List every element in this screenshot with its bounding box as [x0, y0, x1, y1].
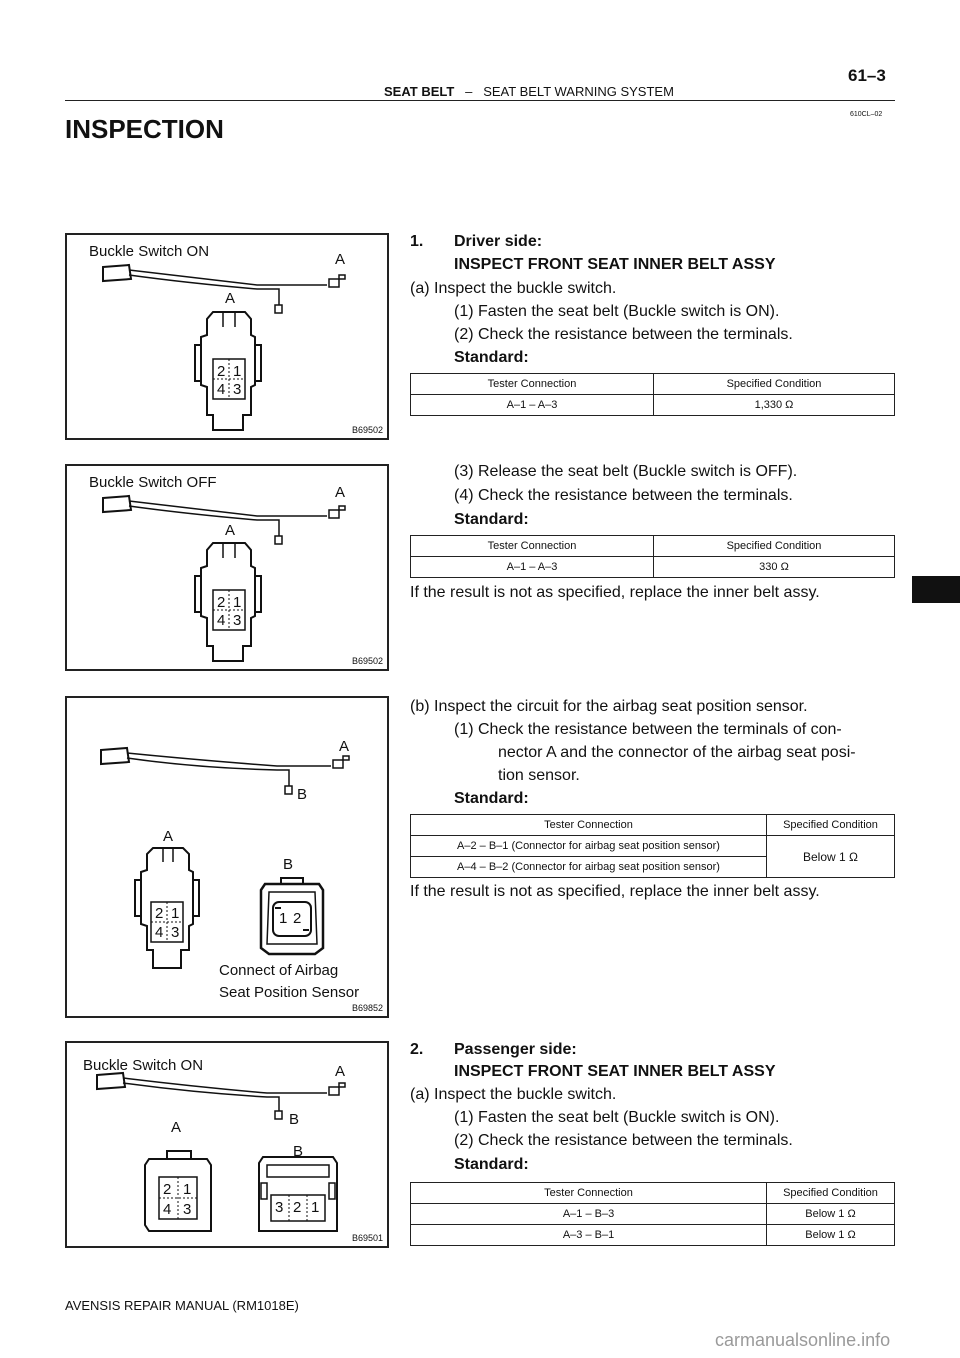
pin-b-1: 1	[311, 1199, 320, 1216]
table-cell: Below 1 Ω	[767, 1225, 895, 1246]
pin-1: 1	[233, 594, 242, 611]
table-cell: A–3 – B–1	[411, 1225, 767, 1246]
table-row	[411, 395, 895, 416]
step1-title: Driver side:	[454, 233, 543, 250]
step1-b1-line2: nector A and the connector of the airbag seat posi-	[498, 744, 856, 761]
step1-note1: If the result is not as specified, replace the inner belt assy.	[410, 584, 820, 601]
figure-code: B69501	[352, 1233, 384, 1243]
header-rule	[65, 100, 895, 101]
step1-a4: (4) Check the resistance between the terminals.	[454, 487, 793, 504]
pin-4: 4	[217, 381, 226, 398]
pin-4: 4	[163, 1201, 172, 1218]
step2-title: Passenger side:	[454, 1041, 577, 1058]
connector-a-label: A	[171, 1119, 182, 1136]
pin-3: 3	[233, 612, 242, 629]
pin-1: 1	[171, 905, 180, 922]
step1-number: 1.	[410, 233, 424, 250]
plug-b-label: B	[289, 1111, 300, 1128]
pin-1: 1	[183, 1181, 192, 1198]
connector-a-label: A	[163, 828, 174, 845]
step2-a: (a) Inspect the buckle switch.	[410, 1086, 617, 1103]
pin-1: 1	[233, 363, 242, 380]
pin-b-2: 2	[293, 1199, 302, 1216]
pin-2: 2	[163, 1181, 172, 1198]
figure-caption: Connect of Airbag	[219, 962, 339, 979]
step1-b1-line1: (1) Check the resistance between the terminals of con-	[454, 721, 842, 738]
pin-4: 4	[217, 612, 226, 629]
figure-buckle-on-passenger	[65, 1041, 389, 1248]
table-cell: 1,330 Ω	[654, 395, 895, 416]
table-header-condition: Specified Condition	[654, 374, 895, 395]
step1-b: (b) Inspect the circuit for the airbag seat position sensor.	[410, 698, 808, 715]
figure-caption: Buckle Switch ON	[83, 1057, 204, 1074]
step2-a1: (1) Fasten the seat belt (Buckle switch is ON).	[454, 1109, 780, 1126]
pin-3: 3	[183, 1201, 192, 1218]
standard-label: Standard:	[454, 1156, 529, 1173]
header-separator: –	[465, 84, 473, 99]
section-tab-marker	[912, 576, 960, 603]
step1-subtitle: INSPECT FRONT SEAT INNER BELT ASSY	[454, 256, 776, 273]
table-header-condition: Specified Condition	[767, 815, 895, 836]
pin-b-2: 2	[293, 910, 302, 927]
standard-label: Standard:	[454, 349, 529, 366]
figure-code: B69852	[352, 1003, 384, 1013]
plug-a-label: A	[335, 1063, 346, 1080]
connector-a-label: A	[225, 290, 236, 307]
step1-a3: (3) Release the seat belt (Buckle switch is OFF).	[454, 463, 798, 480]
table-cell: A–1 – A–3	[411, 557, 654, 578]
table-header-tester: Tester Connection	[411, 536, 654, 557]
table-cell: A–1 – A–3	[411, 395, 654, 416]
pin-b-3: 3	[275, 1199, 284, 1216]
step1-a1: (1) Fasten the seat belt (Buckle switch is ON).	[454, 303, 780, 320]
table-header-tester: Tester Connection	[411, 1183, 767, 1204]
figure-code: B69502	[352, 656, 384, 666]
plug-a-label: A	[335, 484, 346, 501]
pin-2: 2	[217, 363, 226, 380]
footer-manual-id: AVENSIS REPAIR MANUAL (RM1018E)	[65, 1298, 299, 1313]
step2-subtitle: INSPECT FRONT SEAT INNER BELT ASSY	[454, 1063, 776, 1080]
table-row	[411, 1204, 895, 1225]
pin-4: 4	[155, 924, 164, 941]
table-cell: A–1 – B–3	[411, 1204, 767, 1225]
connector-b-label: B	[283, 856, 294, 873]
figure-caption-line2: Seat Position Sensor	[219, 984, 360, 1001]
spec-table-3	[410, 814, 895, 878]
figure-caption: Buckle Switch ON	[89, 243, 210, 260]
table-header-tester: Tester Connection	[411, 815, 767, 836]
running-header	[384, 84, 674, 99]
page-number: 61–3	[848, 66, 886, 85]
table-header-tester: Tester Connection	[411, 374, 654, 395]
connector-a-label: A	[225, 522, 236, 539]
figure-buckle-off-driver	[65, 464, 389, 671]
header-section: SEAT BELT	[384, 84, 455, 99]
table-cell: Below 1 Ω	[767, 1204, 895, 1225]
table-row	[411, 836, 895, 857]
page-title: INSPECTION	[65, 114, 224, 144]
plug-a-label: A	[339, 738, 350, 755]
table-row	[411, 557, 895, 578]
spec-table-2	[410, 535, 895, 578]
standard-label: Standard:	[454, 511, 529, 528]
connector-b-label: B	[293, 1143, 304, 1160]
table-header-condition: Specified Condition	[767, 1183, 895, 1204]
pin-2: 2	[217, 594, 226, 611]
step1-b1-line3: tion sensor.	[498, 767, 580, 784]
spec-table-4	[410, 1182, 895, 1246]
pin-b-1: 1	[279, 910, 288, 927]
table-cell: 330 Ω	[654, 557, 895, 578]
header-subsection: SEAT BELT WARNING SYSTEM	[483, 84, 674, 99]
pin-3: 3	[171, 924, 180, 941]
figure-airbag-sensor-circuit	[65, 696, 389, 1018]
doc-code: 610CL–02	[850, 111, 883, 118]
table-row	[411, 1225, 895, 1246]
watermark: carmanualsonline.info	[715, 1330, 891, 1350]
table-cell: A–2 – B–1 (Connector for airbag seat position sensor)	[411, 836, 767, 857]
plug-b-label: B	[297, 786, 308, 803]
spec-table-1	[410, 373, 895, 416]
figure-caption: Buckle Switch OFF	[89, 474, 217, 491]
table-cell-condition: Below 1 Ω	[767, 836, 895, 878]
step2-number: 2.	[410, 1041, 424, 1058]
step1-note2: If the result is not as specified, replace the inner belt assy.	[410, 883, 820, 900]
table-cell: A–4 – B–2 (Connector for airbag seat position sensor)	[411, 857, 767, 878]
figure-buckle-on-driver	[65, 233, 389, 440]
figure-code: B69502	[352, 425, 384, 435]
pin-3: 3	[233, 381, 242, 398]
pin-2: 2	[155, 905, 164, 922]
table-header-condition: Specified Condition	[654, 536, 895, 557]
step2-a2: (2) Check the resistance between the terminals.	[454, 1132, 793, 1149]
step1-a: (a) Inspect the buckle switch.	[410, 280, 617, 297]
plug-a-label: A	[335, 251, 346, 268]
standard-label: Standard:	[454, 790, 529, 807]
step1-a2: (2) Check the resistance between the terminals.	[454, 326, 793, 343]
